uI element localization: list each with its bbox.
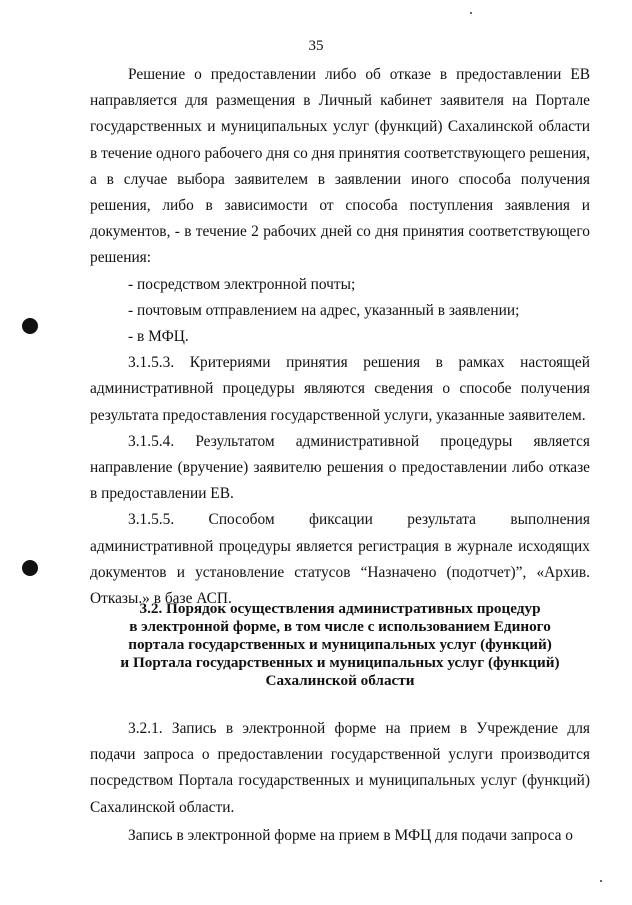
scan-speck [470,12,472,14]
paragraph-3-2-1: 3.2.1. Запись в электронной форме на прием в Учреждение для подачи запроса о предоставлении государственной услуги производится посредством Портала государственных и муниципальных услуг (функций) Сахалинской области. [90,720,590,816]
scan-speck [600,880,602,882]
section-body [90,716,590,849]
paragraph-decision: Решение о предоставлении либо об отказе в предоставлении ЕВ направляется для размещения в Личный кабинет заявителя на Портале государственных и муниципальных услуг (функций) Сахалинской области в течение одного рабочего дня со дня принятия соответствующего решения, а в случае выбора заявителем в заявлении иного способа получения решения, либо в зависимости от способа поступления заявления и документов, - в течение 2 рабочих дней со дня принятия соответствующего решения: [90,66,590,267]
heading-line: Сахалинской области [265,672,415,689]
delivery-methods-list [90,272,590,351]
section-heading [90,600,590,690]
document-body [90,62,590,612]
heading-line: и Портала государственных и муниципальных услуг (функций) [120,654,560,671]
punch-hole-mark [22,560,38,576]
heading-line: в электронной форме, в том числе с использованием Единого [129,618,551,635]
paragraph-3-1-5-4: 3.1.5.4. Результатом административной процедуры является направление (вручение) заявителю решения о предоставлении либо отказе в предоставлении ЕВ. [90,432,590,503]
page-number: 35 [308,38,324,54]
paragraph-mfc-appointment: Запись в электронной форме на прием в МФЦ для подачи запроса о [128,826,573,844]
list-item: - почтовым отправлением на адрес, указанный в заявлении; [128,301,520,319]
heading-line: 3.2. Порядок осуществления административных процедур [139,600,541,617]
heading-line: портала государственных и муниципальных услуг (функций) [128,636,552,653]
list-item: - посредством электронной почты; [128,275,356,293]
paragraph-3-1-5-3: 3.1.5.3. Критериями принятия решения в рамках настоящей административной процедуры являются сведения о способе получения результата предоставления государственной услуги, указанные заявителем. [90,354,590,424]
paragraph-3-1-5-5: 3.1.5.5. Способом фиксации результата выполнения административной процедуры является регистрация в журнале исходящих документов и установление статусов “Назначено (подотчет)”, «Архив. Отказы.» в базе АСП. [90,511,590,608]
list-item: - в МФЦ. [128,328,189,346]
punch-hole-mark [22,318,38,334]
